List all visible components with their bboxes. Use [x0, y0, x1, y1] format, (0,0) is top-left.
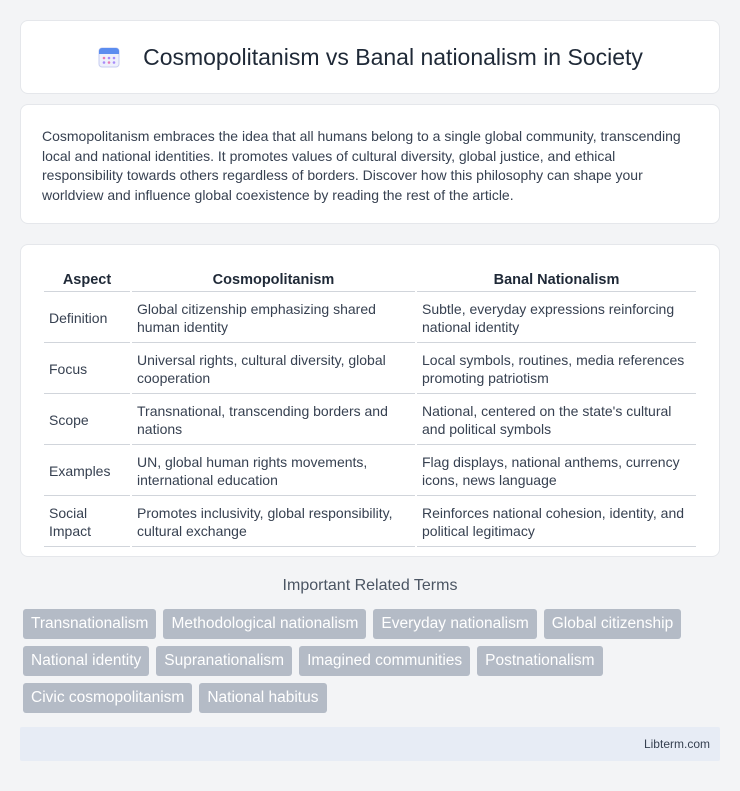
table-cell-aspect: Focus [44, 345, 130, 394]
related-term-tag[interactable]: Postnationalism [477, 646, 602, 676]
column-header-aspect: Aspect [44, 269, 130, 292]
comparison-table-card [20, 244, 720, 557]
table-header-row [44, 269, 696, 292]
intro-card [20, 104, 720, 224]
header-card [20, 20, 720, 94]
header-inner [97, 44, 643, 71]
related-term-tag[interactable]: Everyday nationalism [373, 609, 536, 639]
footer-site-link[interactable]: Libterm.com [643, 737, 710, 751]
table-row [44, 396, 696, 445]
related-terms-list [23, 609, 723, 713]
table-cell-banal-nationalism: National, centered on the state's cultural and political symbols [417, 396, 696, 445]
related-term-tag[interactable]: Supranationalism [156, 646, 292, 676]
table-cell-aspect: Examples [44, 447, 130, 496]
table-cell-aspect: Scope [44, 396, 130, 445]
table-cell-aspect: Social Impact [44, 498, 130, 547]
related-term-tag[interactable]: Global citizenship [544, 609, 681, 639]
related-term-tag[interactable]: Transnationalism [23, 609, 156, 639]
table-row [44, 345, 696, 394]
column-header-cosmopolitanism: Cosmopolitanism [132, 269, 415, 292]
table-row [44, 447, 696, 496]
related-term-tag[interactable]: Civic cosmopolitanism [23, 683, 192, 713]
related-term-tag[interactable]: National habitus [199, 683, 326, 713]
intro-paragraph: Cosmopolitanism embraces the idea that all humans belong to a single global community, transcending local and national identities. It promotes values of cultural diversity, global justice, and ethical responsibility towards others regardless of borders. Discover how this philosophy can shape your worldview and influence global coexistence by reading the rest of the article. [42, 128, 681, 203]
table-row [44, 498, 696, 547]
table-cell-banal-nationalism: Reinforces national cohesion, identity, and political legitimacy [417, 498, 696, 547]
related-term-tag[interactable]: National identity [23, 646, 149, 676]
table-cell-cosmopolitanism: UN, global human rights movements, international education [132, 447, 415, 496]
table-cell-banal-nationalism: Subtle, everyday expressions reinforcing national identity [417, 294, 696, 343]
footer [20, 727, 720, 761]
table-cell-cosmopolitanism: Promotes inclusivity, global responsibility, cultural exchange [132, 498, 415, 547]
related-term-tag[interactable]: Methodological nationalism [163, 609, 366, 639]
related-term-tag[interactable]: Imagined communities [299, 646, 470, 676]
table-cell-cosmopolitanism: Transnational, transcending borders and nations [132, 396, 415, 445]
table-cell-cosmopolitanism: Global citizenship emphasizing shared human identity [132, 294, 415, 343]
table-cell-banal-nationalism: Flag displays, national anthems, currency icons, news language [417, 447, 696, 496]
calendar-icon [97, 45, 121, 69]
table-cell-banal-nationalism: Local symbols, routines, media references promoting patriotism [417, 345, 696, 394]
column-header-banal-nationalism: Banal Nationalism [417, 269, 696, 292]
comparison-table [42, 267, 698, 549]
related-terms-title: Important Related Terms [282, 577, 458, 594]
page-title: Cosmopolitanism vs Banal nationalism in Society [143, 43, 643, 70]
table-row [44, 294, 696, 343]
table-cell-cosmopolitanism: Universal rights, cultural diversity, global cooperation [132, 345, 415, 394]
table-cell-aspect: Definition [44, 294, 130, 343]
